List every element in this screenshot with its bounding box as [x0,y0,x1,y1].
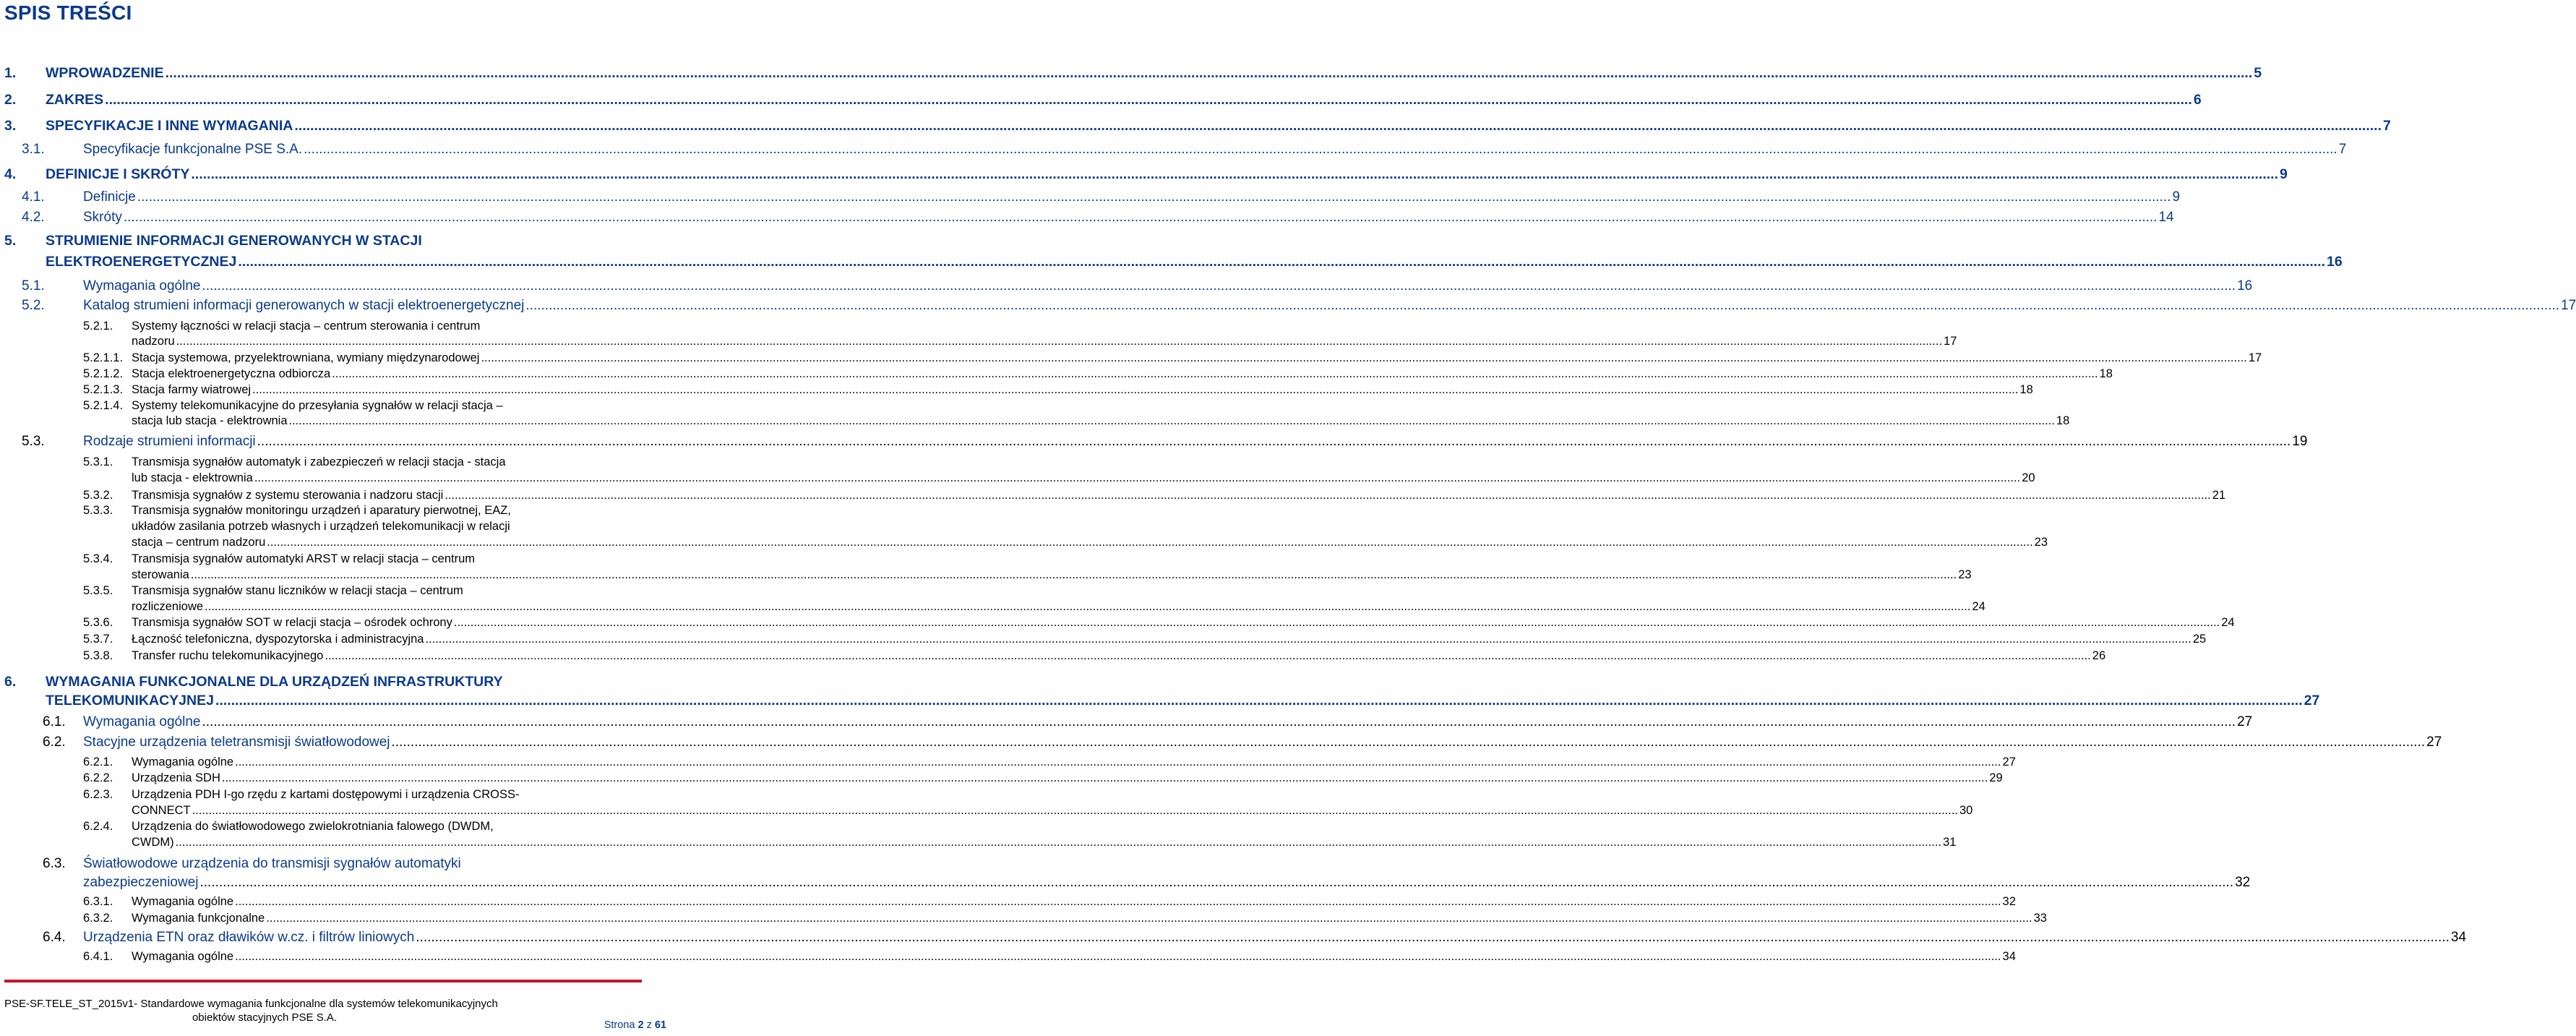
toc-page: 16 [2237,278,2253,294]
footer [4,998,525,1024]
toc-number: 5.3.8. [83,649,113,662]
page-total: 61 [654,1019,666,1031]
page-sep: z [646,1019,652,1031]
toc-leader [392,735,2426,750]
toc-text: ZAKRES [46,92,104,108]
toc-text-line2: ELEKTROENERGETYCZNEJ [46,254,237,270]
toc-text-line2: CWDM) [132,836,174,849]
page-number [604,1019,666,1031]
toc-text: Skróty [83,210,122,225]
toc-page: 7 [2338,142,2347,157]
toc-page: 18 [2099,367,2113,380]
toc-number: 5.3.7. [83,633,113,646]
toc-entry-4-2[interactable] [4,210,2174,227]
toc-entry-6-3-1[interactable] [4,895,2016,911]
toc-leader [525,298,2559,314]
footer-rule [4,980,642,983]
toc-page: 19 [2292,434,2308,449]
toc-entry-6-2[interactable] [4,735,2442,752]
toc-text: WPROWADZENIE [46,65,164,81]
toc-entry-6-2-1[interactable] [4,755,2016,771]
toc-text-line1: Światłowodowe urządzenia do transmisji sygnałów automatyki [83,856,461,871]
toc-page: 21 [2212,489,2226,502]
toc-leader [445,489,2210,502]
toc-entry-5-2-1-3[interactable] [4,383,2033,399]
toc-page: 26 [2092,649,2106,662]
toc-leader [252,383,2018,397]
toc-entry-5-3-3[interactable] [4,504,2048,552]
toc-number: 5.3.2. [83,489,113,502]
toc-text-line1: Transmisja sygnałów stanu liczników w relacji stacja – centrum [132,584,463,597]
toc-leader [202,278,2236,294]
toc-leader [325,649,2090,663]
toc-page: 24 [2221,616,2235,629]
toc-number: 6. [4,674,17,690]
toc-text-line1: WYMAGANIA FUNKCJONALNE DLA URZĄDZEŃ INFRASTRUKTURY [46,674,503,690]
toc-page: 34 [2450,930,2467,945]
toc-text: Łączność telefoniczna, dyspozytorska i administracyjna [132,633,424,646]
toc-entry-5-3-8[interactable] [4,649,2106,665]
toc-number: 5.3. [22,434,45,449]
toc-text: Rodzaje strumieni informacji [83,434,256,449]
toc-leader [192,804,1958,818]
toc-number: 4.1. [22,189,45,205]
toc-leader [266,912,2032,925]
toc-text-line2: rozliczeniowe [132,600,204,613]
toc-page: 18 [2056,414,2070,427]
toc-text: Transmisja sygnałów z systemu sterowania i nadzoru stacji [132,489,444,502]
toc-page: 23 [1958,568,1972,581]
toc-leader [304,142,2337,158]
toc-page: 6 [2193,92,2202,108]
toc-text-line1: Transmisja sygnałów automatyki ARST w relacji stacja – centrum [132,552,476,565]
toc-page: 17 [2248,351,2262,364]
toc-leader [257,434,2291,450]
toc-entry-5-2[interactable] [4,298,2576,315]
toc-leader [191,166,2278,183]
toc-number: 6.2.1. [83,755,113,769]
toc-text: DEFINICJE I SKRÓTY [46,166,190,182]
toc-leader [137,189,2171,205]
toc-number: 5.1. [22,278,45,294]
toc-text-line1: Urządzenia PDH I-go rzędu z kartami dostępowymi i urządzenia CROSS- [132,788,520,801]
toc-leader [289,414,2055,428]
toc-text: Transfer ruchu telekomunikacyjnego [132,649,324,662]
toc-text: Wymagania ogólne [132,755,234,769]
toc-entry-4[interactable] [4,166,2288,184]
toc-leader [235,755,2001,769]
toc-entry-6-3[interactable] [4,856,2251,894]
toc-number: 5.2. [22,298,45,313]
toc-entry-4-1[interactable] [4,189,2181,207]
toc-number: 5.2.1.1. [83,351,124,364]
toc-number: 5.2.1.3. [83,383,124,396]
footer-line1: PSE-SF.TELE_ST_2015v1- Standardowe wymagania funkcjonalne dla systemów telekomunikacyjnych [4,998,498,1010]
toc-page: 27 [2304,693,2320,708]
toc-number: 5.3.3. [83,504,113,517]
toc-number: 5.3.1. [83,455,113,468]
toc-text: Wymagania ogólne [132,950,234,963]
toc-entry-5-1[interactable] [4,278,2253,296]
toc-page: 25 [2192,633,2207,646]
toc-entry-5-3[interactable] [4,434,2308,451]
toc-leader [105,92,2192,108]
toc-text: SPECYFIKACJE I INNE WYMAGANIA [46,118,293,134]
toc-entry-6-2-4[interactable] [4,820,1957,852]
toc-text-line1: Transmisja sygnałów automatyk i zabezpieczeń w relacji stacja - stacja [132,455,506,468]
toc-page: 18 [2019,383,2033,396]
toc-number: 5.2.1.2. [83,367,124,380]
toc-text-line2: CONNECT [132,804,191,817]
toc-entry-5-2-1-4[interactable] [4,399,2070,431]
toc-entry-5-3-7[interactable] [4,633,2207,648]
toc-leader [235,950,2001,964]
toc-leader [416,930,2450,946]
toc-number: 5. [4,233,17,249]
toc-number: 4.2. [22,210,45,225]
toc-page: 27 [2002,755,2016,769]
toc-page: 24 [1972,600,1985,613]
toc-leader [124,210,2158,226]
toc-entry-6-2-3[interactable] [4,788,1973,820]
toc-page: 14 [2158,210,2174,225]
toc-text: Wymagania ogólne [132,895,234,908]
toc-text: Katalog strumieni informacji generowanych w stacji elektroenergetycznej [83,298,525,313]
toc-text-line2: nadzoru [132,335,175,348]
toc-entry-6-1[interactable] [4,714,2253,732]
toc-leader [215,693,2303,709]
toc-text-line1: Urządzenia do światłowodowego zwielokrotniania falowego (DWDM, [132,820,494,833]
toc-entry-5-3-1[interactable] [4,455,2035,487]
toc-entry-5-3-5[interactable] [4,584,1985,616]
toc-text: Stacja farmy wiatrowej [132,383,252,396]
toc-text: Definicje [83,189,136,205]
toc-page: 20 [2022,471,2035,484]
toc-number: 6.4. [43,930,66,945]
toc-text: Urządzenia ETN oraz dławików w.cz. i filtrów liniowych [83,930,415,945]
toc-text: Transmisja sygnałów SOT w relacji stacja – ośrodek ochrony [132,616,452,629]
toc-leader [205,600,1970,614]
toc-text-line3: stacja – centrum nadzoru [132,536,266,549]
toc-entry-1[interactable] [4,65,2262,82]
toc-number: 6.3.1. [83,895,113,908]
toc-leader [202,714,2236,730]
toc-leader [166,65,2253,82]
toc-page: 34 [2002,950,2016,963]
toc-page: 17 [2561,298,2576,313]
toc-number: 3.1. [22,142,45,157]
toc-text-line2: TELEKOMUNIKACYJNEJ [46,693,214,708]
toc-entry-6-4-1[interactable] [4,950,2016,966]
toc-page: 30 [1959,804,1973,817]
toc-text: Urządzenia SDH [132,771,220,784]
toc-leader [332,367,2098,381]
toc-page: 17 [1944,335,1957,348]
toc-number: 4. [4,166,17,182]
toc-entry-2[interactable] [4,92,2202,109]
toc-leader [176,335,1942,348]
footer-line2: obiektów stacyjnych PSE S.A. [192,1011,338,1024]
toc-number: 5.3.6. [83,616,113,629]
toc-text-line2: sterowania [132,568,189,581]
toc-leader [425,633,2191,646]
toc-entry-5-2-1-2[interactable] [4,367,2113,383]
toc-text-line1: STRUMIENIE INFORMACJI GENEROWANYCH W STACJI [46,233,422,249]
toc-page: 7 [2383,118,2391,134]
toc-leader [267,536,2032,549]
toc-entry-6-4[interactable] [4,930,2467,947]
toc-entry-5-2-1-1[interactable] [4,351,2262,367]
toc-page: 32 [2235,875,2251,890]
page-current: 2 [637,1019,644,1031]
toc-text-line2: lub stacja - elektrownia [132,471,253,484]
toc-entry-5[interactable] [4,233,2343,273]
page-label: Strona [604,1019,635,1031]
toc-page: 27 [2426,735,2442,750]
toc-text: Wymagania ogólne [83,278,201,294]
toc-leader [235,895,2001,909]
toc-entry-3-1[interactable] [4,142,2347,159]
toc-page: 9 [2172,189,2181,205]
toc-number: 1. [4,65,17,81]
toc-entry-5-3-4[interactable] [4,552,1972,584]
toc-text: Stacyjne urządzenia teletransmisji światłowodowej [83,735,390,750]
toc-number: 3. [4,118,17,134]
toc-page: 9 [2280,166,2288,182]
toc-text: Stacja systemowa, przyelektrowniana, wymiany międzynarodowej [132,351,480,364]
toc-text-line1: Systemy łączności w relacji stacja – centrum sterowania i centrum [132,320,481,333]
toc-leader [191,568,1957,582]
toc-number: 5.3.4. [83,552,113,565]
toc-text-line2: zabezpieczeniowej [83,875,199,890]
toc-number: 5.2.1. [83,320,113,333]
toc-text-line2: stacja lub stacja - elektrownia [132,414,288,427]
toc-leader [454,616,2220,630]
toc-number: 6.2.4. [83,820,113,833]
toc-number: 6.3.2. [83,912,113,925]
toc-leader [176,836,1941,849]
toc-page: 33 [2033,912,2047,925]
toc-page: 27 [2237,714,2253,729]
toc-leader [254,471,2020,485]
toc-page: 23 [2034,536,2048,549]
toc-leader [294,118,2382,134]
toc-leader [481,351,2246,365]
toc-number: 6.2.3. [83,788,113,801]
toc-page: 16 [2327,254,2343,270]
toc-page: 5 [2254,65,2262,81]
toc-number: 6.1. [43,714,66,729]
toc-text: Specyfikacje funkcjonalne PSE S.A. [83,142,303,157]
toc-number: 6.3. [43,856,66,871]
toc-entry-6-2-2[interactable] [4,771,2003,787]
toc-page: 32 [2002,895,2016,908]
toc-number: 5.3.5. [83,584,113,597]
toc-text: Wymagania ogólne [83,714,201,729]
toc-text: Wymagania funkcjonalne [132,912,265,925]
toc-number: 5.2.1.4. [83,399,124,412]
toc-text-line1: Transmisja sygnałów monitoringu urządzeń i aparatury pierwotnej, EAZ, [132,504,511,517]
toc-entry-5-3-6[interactable] [4,616,2235,632]
toc-number: 6.2. [43,735,66,750]
toc-entry-3[interactable] [4,118,2391,135]
toc-page: 29 [1989,771,2003,784]
toc-entry-6-3-2[interactable] [4,912,2047,928]
toc-leader [238,254,2325,270]
toc-text-line1: Systemy telekomunikacyjne do przesyłania sygnałów w relacji stacja – [132,399,503,412]
toc-page: 31 [1943,836,1957,849]
toc-entry-6[interactable] [4,674,2320,714]
toc-number: 6.4.1. [83,950,113,963]
toc-number: 2. [4,92,17,108]
toc-number: 6.2.2. [83,771,113,784]
toc-leader [222,771,1988,785]
toc-entry-5-3-2[interactable] [4,489,2226,505]
toc-entry-5-2-1[interactable] [4,320,1957,351]
page-title: SPIS TREŚCI [4,1,132,24]
toc-text-line2: układów zasilania potrzeb własnych i urządzeń telekomunikacji w relacji [132,520,510,533]
toc-text: Stacja elektroenergetyczna odbiorcza [132,367,331,380]
toc-leader [200,875,2234,891]
